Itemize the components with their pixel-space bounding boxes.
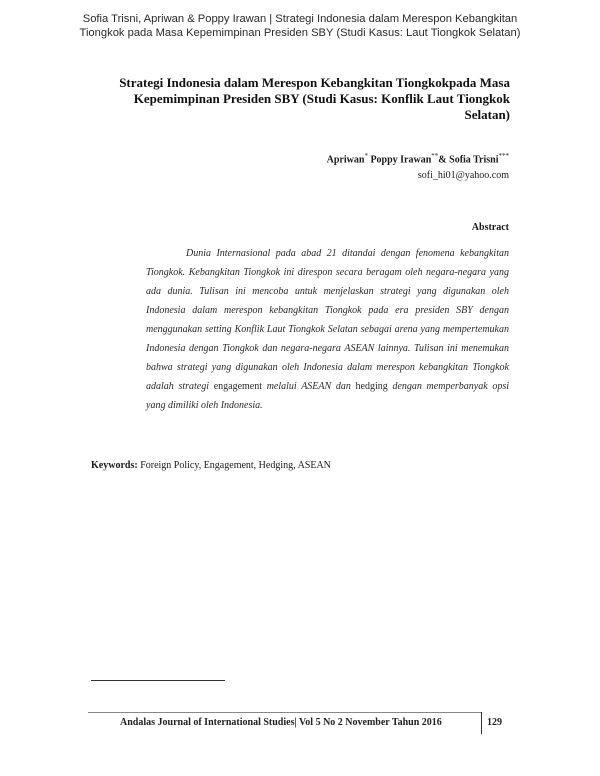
footnote-divider <box>91 680 225 681</box>
abstract-term: hedging <box>355 381 388 392</box>
author-mark: ** <box>431 152 439 160</box>
keywords <box>91 459 331 473</box>
journal-citation: Andalas Journal of International Studies| Vol 5 No 2 November Tahun 2016 <box>120 717 442 728</box>
keywords-label: Keywords <box>91 460 135 471</box>
abstract-term: engagement <box>213 381 263 392</box>
paper-title: Strategi Indonesia dalam Merespon Kebangkitan Tiongkokpada Masa Kepemimpinan Presiden SBY (Studi Kasus: Konflik Laut Tiongkok Selatan) <box>119 75 510 122</box>
abstract-text: Dunia Internasional pada abad 21 ditandai dengan fenomena kebangkitan Tiongkok. Kebangkitan Tiongkok ini direspon secara beragam oleh negara-negara yang ada dunia. Tulisan ini mencoba untuk menjelaskan strategi yang digunakan oleh Indonesia dalam merespon kebangkitan Tiongkok pada era presiden SBY dengan menggunakan setting Konflik Laut Tiongkok Selatan sebagai arena yang mempertemukan Indonesia dengan Tiongkok dan negara-negara ASEAN lainnya. Tulisan ini menemukan bahwa strategi yang digunakan oleh Indonesia dalam merespon kebangkitan Tiongkok adalah strategi <box>146 248 509 392</box>
abstract-text: dengan memperbanyak opsi yang dimiliki oleh Indonesia. <box>146 381 509 411</box>
abstract-text: melalui ASEAN dan <box>262 381 356 392</box>
author-mark: *** <box>498 152 509 160</box>
author-name: Poppy Irawan <box>367 154 432 166</box>
footer-divider <box>88 712 482 713</box>
page-footer <box>110 714 510 734</box>
page-number: 129 <box>487 717 502 728</box>
author-name: & Sofia Trisni <box>438 154 499 166</box>
abstract-body <box>146 244 509 415</box>
author-mark: * <box>364 152 368 160</box>
author-name: Apriwan <box>326 154 365 166</box>
footer-vertical-divider <box>481 712 482 734</box>
author-list <box>327 152 509 165</box>
author-email: sofi_hi01@yahoo.com <box>417 170 509 181</box>
abstract-heading: Abstract <box>471 222 509 233</box>
keywords-colon: : <box>134 460 138 471</box>
keywords-value: Foreign Policy, Engagement, Hedging, ASEAN <box>137 460 331 471</box>
running-head: Sofia Trisni, Apriwan & Poppy Irawan | Strategi Indonesia dalam Merespon Kebangkitan Tiongkok pada Masa Kepemimpinan Presiden SBY (Studi Kasus: Laut Tiongkok Selatan) <box>79 13 521 39</box>
